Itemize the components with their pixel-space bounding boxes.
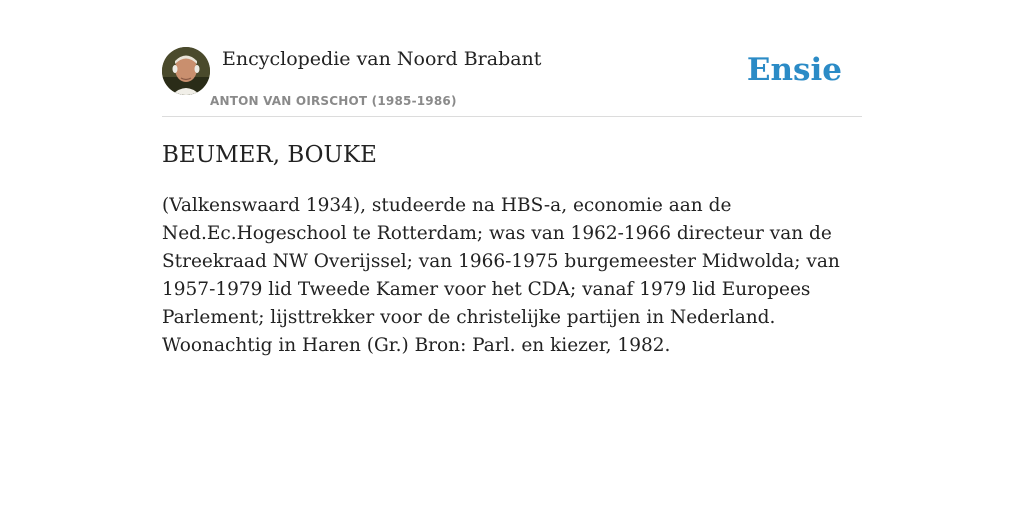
entry-body: (Valkenswaard 1934), studeerde na HBS-a, economie aan de Ned.Ec.Hogeschool te Rotterdam; was van 1962-1966 directeur van de Streekraad NW Overijssel; van 1966-1975 burgemeester Midwolda; van 1957-1979 lid Tweede Kamer voor het CDA; vanaf 1979 lid Europees Parlement; lijsttrekker voor de christelijke partijen in Nederland. Woonachtig in Haren (Gr.) Bron: Parl. en kiezer, 1982. <box>162 195 840 356</box>
author-avatar[interactable] <box>162 47 210 95</box>
author-photo-icon <box>162 47 210 95</box>
source-header <box>162 46 862 117</box>
source-title[interactable]: Encyclopedie van Noord Brabant <box>222 48 542 70</box>
entry-title: BEUMER, BOUKE <box>162 142 377 168</box>
brand-logo[interactable]: Ensie <box>746 52 842 88</box>
author-name[interactable]: ANTON VAN OIRSCHOT (1985-1986) <box>210 94 457 108</box>
